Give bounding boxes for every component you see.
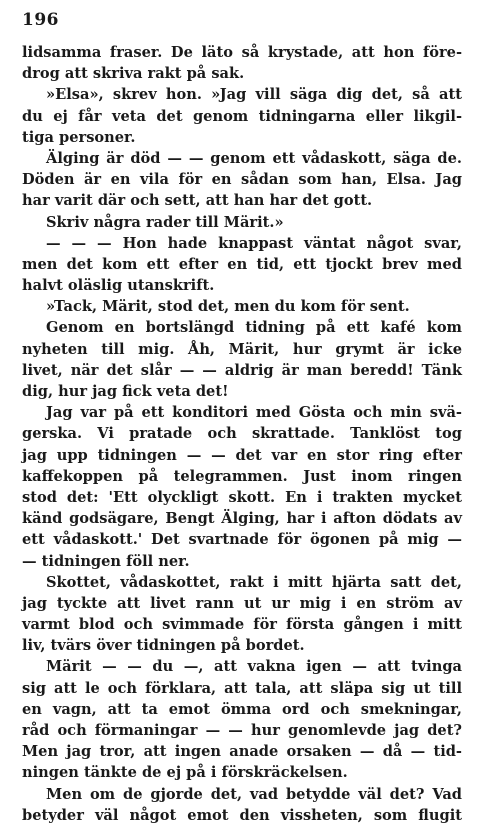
text-line: Skriv några rader till Märit.» xyxy=(46,213,284,231)
text-line: »Tack, Märit, stod det, men du kom för sent. xyxy=(46,298,410,316)
text-line: halvt oläslig utanskrift. xyxy=(22,277,215,295)
text-line: Genom en bortslängd tidning på ett kafé kom xyxy=(46,319,462,337)
page-number: 196 xyxy=(22,10,59,30)
text-line: ett vådaskott.' Det svartnade för ögonen på mig — xyxy=(22,531,462,549)
text-line: — tidningen föll ner. xyxy=(22,552,190,570)
text-line: Jag var på ett konditori med Gösta och min svä- xyxy=(46,404,462,422)
text-line: varmt blod och svimmade för första gången i mitt xyxy=(22,616,462,634)
text-line: drog att skriva rakt på sak. xyxy=(22,65,245,83)
text-line: kaffekoppen på telegrammen. Just inom ringen xyxy=(22,467,462,485)
body-text xyxy=(22,42,462,826)
text-line: jag tyckte att livet rann ut ur mig i en ström av xyxy=(22,594,462,612)
text-line: Men om de gjorde det, vad betydde väl det? Vad xyxy=(46,785,462,803)
text-line: Men jag tror, att ingen anade orsaken — då — tid- xyxy=(22,743,462,761)
text-line: känd godsägare, Bengt Älging, har i afton dödats av xyxy=(22,510,462,528)
text-line: men det kom ett efter en tid, ett tjockt brev med xyxy=(22,255,462,273)
text-line: du ej får veta det genom tidningarna eller likgil- xyxy=(22,107,462,125)
text-line: har varit där och sett, att han har det gott. xyxy=(22,192,373,210)
text-line: stod det: 'Ett olyckligt skott. En i trakten mycket xyxy=(22,488,462,506)
text-line: betyder väl något emot den vissheten, som flugit xyxy=(22,806,462,824)
text-line: »Elsa», skrev hon. »Jag vill säga dig det, så att xyxy=(46,86,462,104)
text-line: råd och förmaningar — — hur genomlevde jag det? xyxy=(22,722,462,739)
text-line: gerska. Vi pratade och skrattade. Tanklöst tog xyxy=(22,425,462,443)
text-line: sig att le och förklara, att tala, att släpa sig ut till xyxy=(22,679,462,697)
text-line: en vagn, att ta emot ömma ord och smekningar, xyxy=(22,700,462,718)
text-line: Skottet, vådaskottet, rakt i mitt hjärta satt det, xyxy=(46,573,462,591)
text-line: livet, när det slår — — aldrig är man beredd! Tänk xyxy=(22,361,462,379)
text-line: tiga personer. xyxy=(22,128,136,146)
text-line: — — — Hon hade knappast väntat något svar, xyxy=(46,234,462,252)
text-line: Döden är en vila för en sådan som han, Elsa. Jag xyxy=(22,171,462,189)
text-line: ningen tänkte de ej på i förskräckelsen. xyxy=(22,764,348,782)
text-line: lidsamma fraser. De läto så krystade, att hon före- xyxy=(22,44,462,61)
text-line: Älging är död — — genom ett vådaskott, säga de. xyxy=(46,149,462,167)
text-line: Märit — — du —, att vakna igen — att tvinga xyxy=(46,658,462,676)
text-line: dig, hur jag fick veta det! xyxy=(22,383,229,400)
text-line: nyheten till mig. Åh, Märit, hur grymt är icke xyxy=(22,340,462,358)
text-line: liv, tvärs över tidningen på bordet. xyxy=(22,637,305,655)
text-line: jag upp tidningen — — det var en stor ring efter xyxy=(22,446,462,464)
